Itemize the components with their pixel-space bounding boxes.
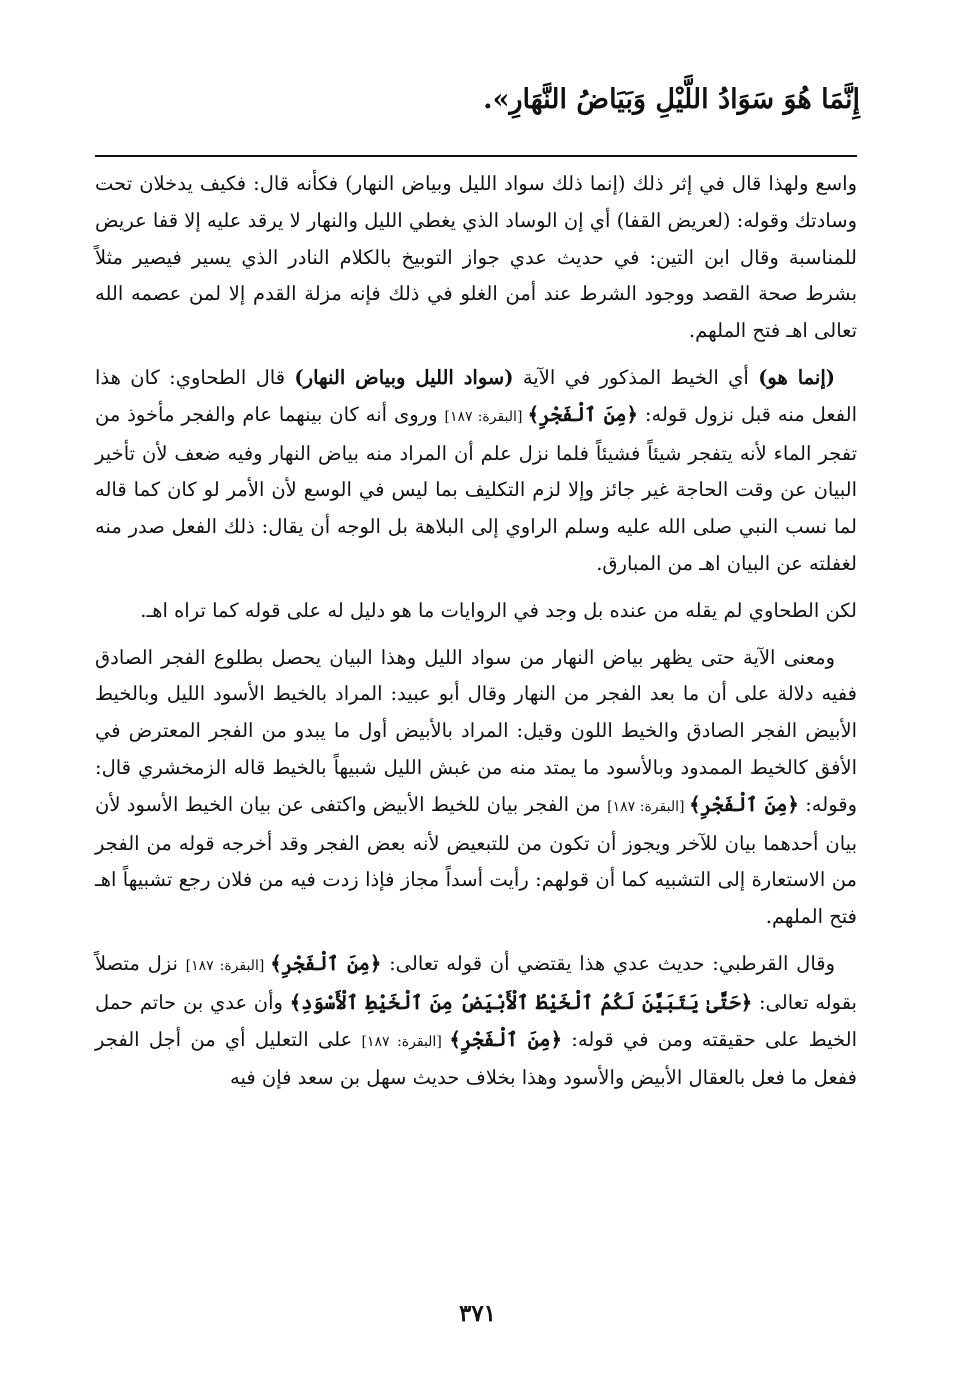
paragraph-5: وقال القرطبي: حديث عدي هذا يقتضي أن قوله تعالى: ﴿مِنَ ٱلْفَجْرِ﴾ [البقرة: ١٨٧] نزل متصلاً بقوله تعالى: ﴿حَتَّىٰ يَتَبَيَّنَ لَكُمُ ٱلْخَيْطُ ٱلْأَبْيَضُ مِنَ ٱلْخَيْطِ ٱلْأَسْوَدِ﴾ وأن عدي بن حاتم حمل الخيط على حقيقته ومن في قوله: ﴿مِنَ ٱلْفَجْرِ﴾ [البقرة: ١٨٧] على التعليل أي من أجل الفجر ففعل ما فعل بالعقال الأبيض والأسود وهذا بخلاف حديث سهل بن سعد فإن فيه (95, 951, 858, 1090)
bold-lemma: (إنما هو) (758, 365, 835, 389)
quran-reference: [البقرة: ١٨٧] (185, 957, 271, 974)
commentary-body (95, 166, 857, 1097)
hadith-text-top: إِنَّمَا هُوَ سَوَادُ اللَّيْلِ وَبَيَاضُ النَّهَارِ». (483, 84, 860, 115)
quran-quote: ﴿حَتَّىٰ يَتَبَيَّنَ لَكُمُ ٱلْخَيْطُ ٱلْأَبْيَضُ مِنَ ٱلْخَيْطِ ٱلْأَسْوَدِ﴾ (289, 990, 753, 1014)
paragraph-3: لكن الطحاوي لم يقله من عنده بل وجد في الروايات ما هو دليل له على قوله كما تراه اهـ. (140, 598, 857, 622)
page-number: ٣٧١ (458, 1300, 497, 1327)
quran-quote: ﴿مِنَ ٱلْفَجْرِ﴾ (689, 792, 799, 816)
bold-lemma: (سواد الليل وبياض النهار) (294, 365, 514, 389)
paragraph-1: واسع ولهذا قال في إثر ذلك (إنما ذلك سواد الليل وبياض النهار) فكأنه قال: فكيف يدخلان تحت وسادتك وقوله: (لعريض القفا) أي إن الوساد الذي يغطي الليل والنهار لا يرقد عليه إلا قفا عريض للمناسبة وقال ابن التين: في حديث عدي جواز التوبيخ بالكلام النادر الذي يسير فيصير مثلاً بشرط صحة القصد ووجود الشرط عند أمن الغلو في ذلك فإنه مزلة القدم إلا لمن عصمه الله تعالى اهـ فتح الملهم. (95, 172, 857, 343)
paragraph-2: (إنما هو) أي الخيط المذكور في الآية (سواد الليل وبياض النهار) قال الطحاوي: كان هذا الفعل منه قبل نزول قوله: ﴿مِنَ ٱلْفَجْرِ﴾ [البقرة: ١٨٧] وروى أنه كان بينهما عام والفجر مأخوذ من تفجر الماء لأنه يتفجر شيئاً فشيئاً فلما نزل علم أن المراد منه بياض النهار وفيه ضعف لأن تأخير البيان عن وقت الحاجة غير جائز وإلا لزم التكليف بما ليس في الوسع لأن الأمر لو كان كما قاله لما نسب النبي صلى الله عليه وسلم الراوي إلى البلاهة بل الوجه أن يقال: ذلك الفعل صدر منه لغفلته عن البيان اهـ من المبارق. (95, 365, 858, 575)
quran-quote: ﴿مِنَ ٱلْفَجْرِ﴾ (270, 951, 382, 975)
separator-rule (95, 155, 857, 157)
quran-reference: [البقرة: ١٨٧] (607, 798, 690, 815)
quran-quote: ﴿مِنَ ٱلْفَجْرِ﴾ (449, 1027, 563, 1051)
paragraph-4: ومعنى الآية حتى يظهر بياض النهار من سواد الليل وهذا البيان يحصل بطلوع الفجر الصادق ففيه دلالة على أن ما بعد الفجر من النهار وقال أبو عبيد: المراد بالخيط الأسود الليل وبالخيط الأبيض الفجر الصادق والخيط اللون وقيل: المراد بالأبيض أول ما يبدو من الفجر المعترض في الأفق كالخيط الممدود وبالأسود ما يمتد منه من غبش الليل شبيهاً بالخيط قاله الزمخشري قال: وقوله: ﴿مِنَ ٱلْفَجْرِ﴾ [البقرة: ١٨٧] من الفجر بيان للخيط الأبيض واكتفى عن بيان الخيط الأسود لأن بيان أحدهما بيان للآخر ويجوز أن تكون من للتبعيض لأنه بعض الفجر وقد أخرجه قوله من الفجر من الاستعارة إلى التشبيه كما أن قولهم: رأيت أسداً مجاز فإذا زدت فيه من فلان رجع تشبيهاً اهـ فتح الملهم. (95, 645, 858, 929)
quran-reference: [البقرة: ١٨٧] (444, 408, 528, 425)
quran-quote: ﴿مِنَ ٱلْفَجْرِ﴾ (527, 402, 638, 426)
quran-reference: [البقرة: ١٨٧] (361, 1033, 450, 1050)
